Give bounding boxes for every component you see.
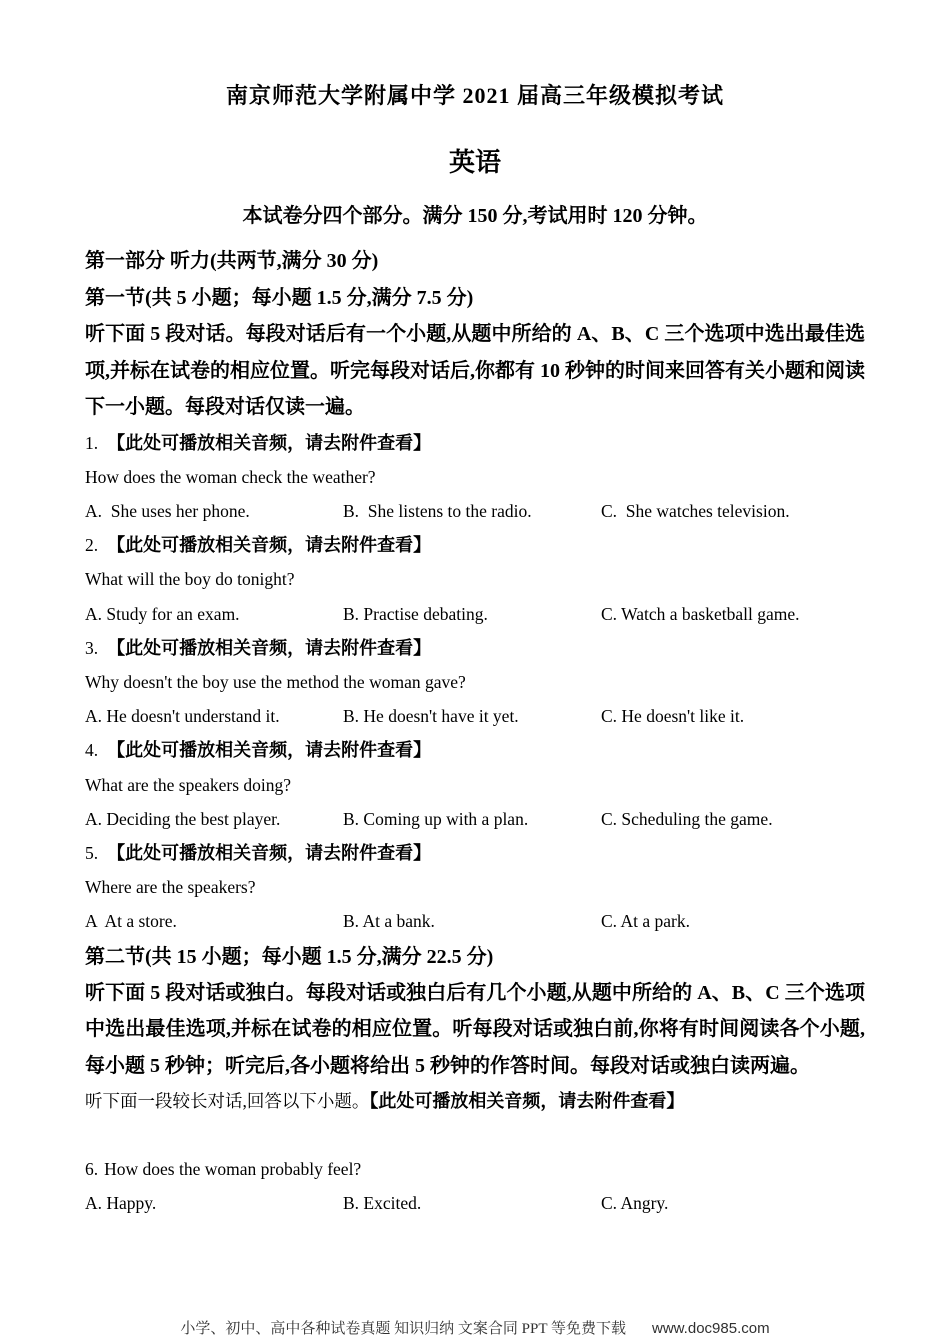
option-c: C. He doesn't like it. bbox=[601, 706, 745, 727]
option-c: C. Scheduling the game. bbox=[601, 808, 773, 829]
option-a: A. Study for an exam. bbox=[85, 603, 240, 624]
option-a: A. Deciding the best player. bbox=[85, 808, 281, 829]
dialogue-intro: 听下面一段较长对话,回答以下小题。 bbox=[85, 1091, 370, 1112]
question-block-2 bbox=[85, 528, 865, 631]
question-number: 3. bbox=[85, 637, 99, 658]
option-b: B. At a bank. bbox=[343, 911, 435, 932]
option-c: C. She watches television. bbox=[601, 500, 790, 521]
option-a: A. He doesn't understand it. bbox=[85, 706, 280, 727]
listening-section2-questions bbox=[85, 1084, 865, 1221]
option-b: B. He doesn't have it yet. bbox=[343, 706, 519, 727]
option-c: C. At a park. bbox=[601, 911, 690, 932]
exam-info-line: 本试卷分四个部分。满分 150 分,考试用时 120 分钟。 bbox=[242, 205, 708, 227]
question-number: 5. bbox=[85, 842, 99, 863]
option-a: A At a store. bbox=[85, 911, 177, 932]
option-c: C. Watch a basketball game. bbox=[601, 603, 800, 624]
question-block-3 bbox=[85, 631, 865, 734]
audio-placeholder: 【此处可播放相关音频，请去附件查看】 bbox=[107, 432, 432, 453]
option-b: B. Excited. bbox=[343, 1193, 422, 1214]
audio-placeholder: 【此处可播放相关音频，请去附件查看】 bbox=[107, 842, 432, 863]
section1-heading: 第一节(共 5 小题；每小题 1.5 分,满分 7.5 分) bbox=[85, 287, 474, 309]
question-prompt: How does the woman check the weather? bbox=[85, 466, 376, 487]
audio-placeholder: 【此处可播放相关音频，请去附件查看】 bbox=[107, 740, 432, 761]
question-number: 2. bbox=[85, 535, 99, 556]
section1-instructions: 听下面 5 段对话。每段对话后有一个小题,从题中所给的 A、B、C 三个选项中选出最佳选项,并标在试卷的相应位置。听完每段对话后,你都有 10 秒钟的时间来回答有关小题和阅读下一小题。每段对话仅读一遍。 bbox=[85, 323, 865, 418]
option-a: A. She uses her phone. bbox=[85, 500, 250, 521]
question-prompt: What are the speakers doing? bbox=[85, 774, 292, 795]
listening-section1-questions bbox=[85, 426, 865, 939]
option-b: B. She listens to the radio. bbox=[343, 500, 532, 521]
question-prompt: Why doesn't the boy use the method the woman gave? bbox=[85, 671, 466, 692]
option-b: B. Practise debating. bbox=[343, 603, 488, 624]
option-c: C. Angry. bbox=[601, 1193, 669, 1214]
question-prompt: Where are the speakers? bbox=[85, 877, 256, 898]
question-block-6 bbox=[85, 1152, 865, 1220]
footer-text: 小学、初中、高中各种试卷真题 知识归纳 文案合同 PPT 等免费下载 bbox=[180, 1321, 627, 1337]
question-prompt: What will the boy do tonight? bbox=[85, 569, 295, 590]
audio-placeholder: 【此处可播放相关音频，请去附件查看】 bbox=[107, 637, 432, 658]
question-prompt: How does the woman probably feel? bbox=[104, 1159, 362, 1180]
question-block-1 bbox=[85, 426, 865, 529]
audio-placeholder: 【此处可播放相关音频，请去附件查看】 bbox=[369, 1091, 685, 1112]
question-block-5 bbox=[85, 836, 865, 939]
section2-heading: 第二节(共 15 小题；每小题 1.5 分,满分 22.5 分) bbox=[85, 945, 494, 968]
audio-placeholder: 【此处可播放相关音频，请去附件查看】 bbox=[107, 535, 432, 556]
question-number: 1. bbox=[85, 432, 99, 453]
footer-site-url: www.doc985.com bbox=[652, 1320, 770, 1337]
section2-instructions: 听下面 5 段对话或独白。每段对话或独白后有几个小题,从题中所给的 A、B、C 三个选项中选出最佳选项,并标在试卷的相应位置。听每段对话或独白前,你将有时间阅读各个小题,每小题 5 秒钟；听完后,各小题将给出 5 秒钟的作答时间。每段对话或独白读两遍。 bbox=[85, 981, 865, 1077]
part1-heading: 第一部分 听力(共两节,满分 30 分) bbox=[85, 250, 379, 272]
question-number: 4. bbox=[85, 740, 99, 761]
question-block-4 bbox=[85, 733, 865, 836]
page-footer bbox=[0, 1319, 950, 1339]
option-a: A. Happy. bbox=[85, 1193, 157, 1214]
option-b: B. Coming up with a plan. bbox=[343, 808, 529, 829]
page-title: 南京师范大学附属中学 2021 届高三年级模拟考试 bbox=[225, 83, 724, 108]
subject-title: 英语 bbox=[448, 148, 501, 177]
question-number: 6. bbox=[85, 1159, 99, 1180]
